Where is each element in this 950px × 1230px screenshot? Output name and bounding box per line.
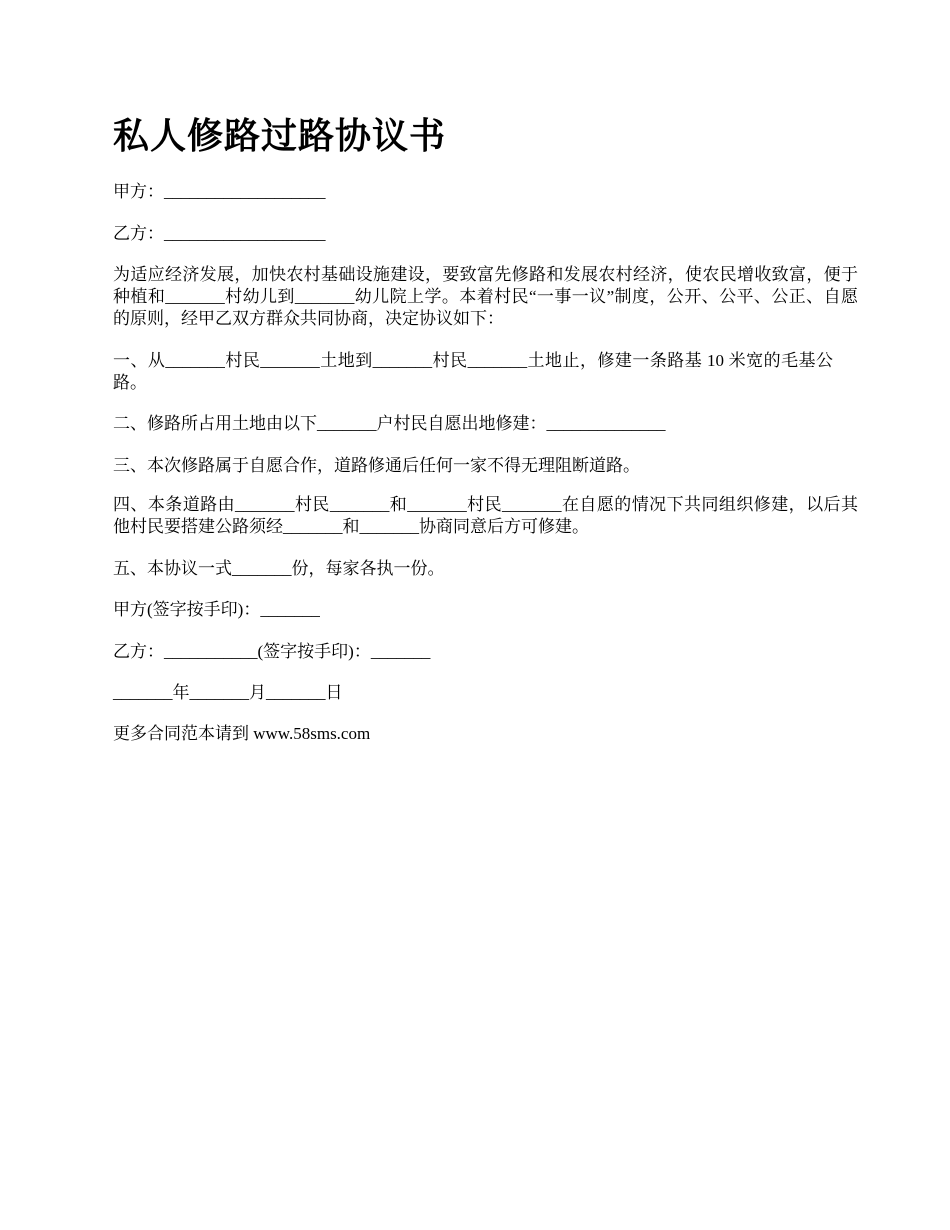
party-b-line: 乙方：___________________: [113, 224, 326, 243]
party-a-signature-line: 甲方(签字按手印)：_______: [113, 600, 320, 619]
intro-paragraph: 为适应经济发展，加快农村基础设施建设，要致富先修路和发展农村经济，使农民增收致富，便于种植和_______村幼儿到_______幼儿院上学。本着村民“一事一议”制度，公开、公平、公正、自愿的原则，经甲乙双方群众共同协商，决定协议如下：: [113, 265, 858, 328]
clause-1: 一、从_______村民_______土地到_______村民_______土地止，修建一条路基 10 米宽的毛基公路。: [113, 351, 833, 392]
footer-link-text: 更多合同范本请到 www.58sms.com: [113, 724, 371, 743]
clause-2: 二、修路所占用土地由以下_______户村民自愿出地修建：______________: [113, 414, 666, 433]
party-b-signature-line: 乙方：___________(签字按手印)：_______: [113, 642, 431, 661]
document-title: 私人修路过路协议书: [113, 116, 447, 156]
party-a-line: 甲方：___________________: [113, 182, 326, 201]
date-line: _______年_______月_______日: [113, 683, 343, 702]
clause-5: 五、本协议一式_______份，每家各执一份。: [113, 559, 445, 578]
clause-3: 三、本次修路属于自愿合作，道路修通后任何一家不得无理阻断道路。: [113, 456, 640, 475]
clause-4: 四、本条道路由_______村民_______和_______村民_______在自愿的情况下共同组织修建，以后其他村民要搭建公路须经_______和_______协商同意后方可修建。: [113, 495, 858, 536]
